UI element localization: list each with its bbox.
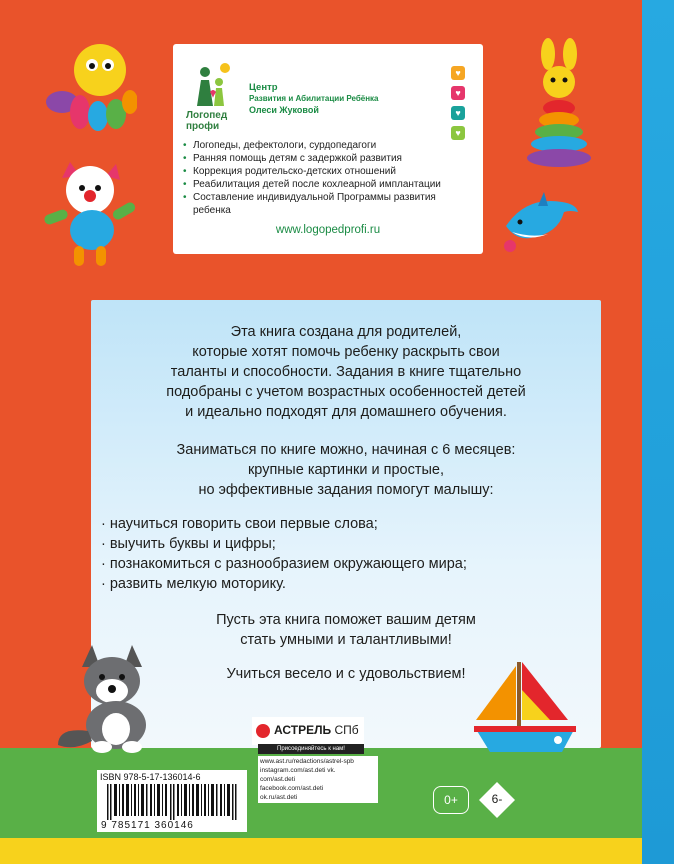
center-name: Олеси Жуковой — [249, 105, 319, 115]
instagram-link[interactable]: instagram.com/ast.deti vk. — [260, 767, 336, 774]
publisher-links — [258, 756, 378, 803]
join-us-banner: Присоединяйтесь к нам! — [258, 744, 364, 754]
age-paragraph: Заниматься по книге можно, начиная с 6 месяцев: крупные картинки и простые, но эффективные задания помогут малышу: — [176, 442, 516, 498]
isbn-barcode-box — [97, 770, 247, 832]
publisher-city: СПб — [334, 723, 359, 737]
logopedprofi-logo-icon — [183, 58, 239, 112]
logo-text: Логопед профи — [186, 110, 228, 132]
bottom-band — [0, 838, 642, 864]
ok-link[interactable]: ok.ru/ast.deti — [260, 794, 298, 801]
list-item: · научиться говорить свои первые слова; — [101, 516, 378, 532]
service-item: • Логопеды, дефектологи, сурдопедагоги — [183, 139, 473, 152]
heart-icon: ♥ — [451, 66, 465, 80]
list-item: · познакомиться с разнообразием окружающего мира; — [101, 556, 467, 572]
social-hearts — [451, 66, 465, 146]
min-age-badge: 6- — [478, 781, 516, 819]
age-rating-badge: 0+ — [433, 786, 469, 814]
astrel-logo-icon — [256, 724, 270, 738]
publisher-website-link[interactable]: www.ast.ru/redactions/astrel-spb — [260, 758, 354, 765]
clown-toy-icon — [40, 158, 138, 270]
service-item: • Реабилитация детей после кохлеарной имплантации — [183, 178, 473, 191]
vk-link[interactable]: com/ast.deti — [260, 776, 296, 783]
husky-toy-icon — [52, 635, 162, 755]
publisher-name: АСТРЕЛЬ — [274, 723, 332, 737]
partner-website-link[interactable]: www.logopedprofi.ru — [275, 224, 381, 236]
service-item: • Ранняя помощь детям с задержкой развития — [183, 152, 473, 165]
sailboat-toy-icon — [470, 660, 580, 760]
skills-list — [101, 514, 591, 594]
wish-paragraph: Пусть эта книга поможет вашим детям стать умными и талантливыми! — [216, 612, 476, 648]
list-item: · выучить буквы и цифры; — [101, 536, 276, 552]
barcode-icon — [107, 784, 237, 820]
closing-line: Учиться весело и с удовольствием! — [226, 666, 466, 682]
heart-icon: ♥ — [451, 126, 465, 140]
barcode-number: 9 785171 360146 — [101, 820, 194, 831]
center-subtitle: Развития и Абилитации Ребёнка — [249, 94, 379, 103]
isbn-label: ISBN 978-5-17-136014-6 — [100, 772, 201, 782]
facebook-link[interactable]: facebook.com/ast.deti — [260, 785, 324, 792]
heart-icon: ♥ — [451, 86, 465, 100]
bunny-pyramid-toy-icon — [520, 38, 598, 170]
service-item: • Коррекция родительско-детских отношений — [183, 165, 473, 178]
partner-card — [173, 44, 483, 254]
dolphin-toy-icon — [498, 188, 580, 256]
publisher-logo — [252, 717, 364, 745]
list-item: · развить мелкую моторику. — [101, 576, 286, 592]
center-title: Центр — [249, 82, 278, 93]
heart-icon: ♥ — [451, 106, 465, 120]
spine-strip — [642, 0, 674, 864]
service-item: • Составление индивидуальной Программы развития ребенка — [183, 191, 473, 217]
intro-paragraph: Эта книга создана для родителей, которые хотят помочь ребенку раскрыть свои таланты и способности. Задания в книге тщательно подобраны с учетом возрастных особенностей детей и идеально подходят для домашнего обучения. — [166, 324, 526, 420]
services-list — [183, 139, 473, 217]
octopus-toy-icon — [42, 40, 137, 132]
